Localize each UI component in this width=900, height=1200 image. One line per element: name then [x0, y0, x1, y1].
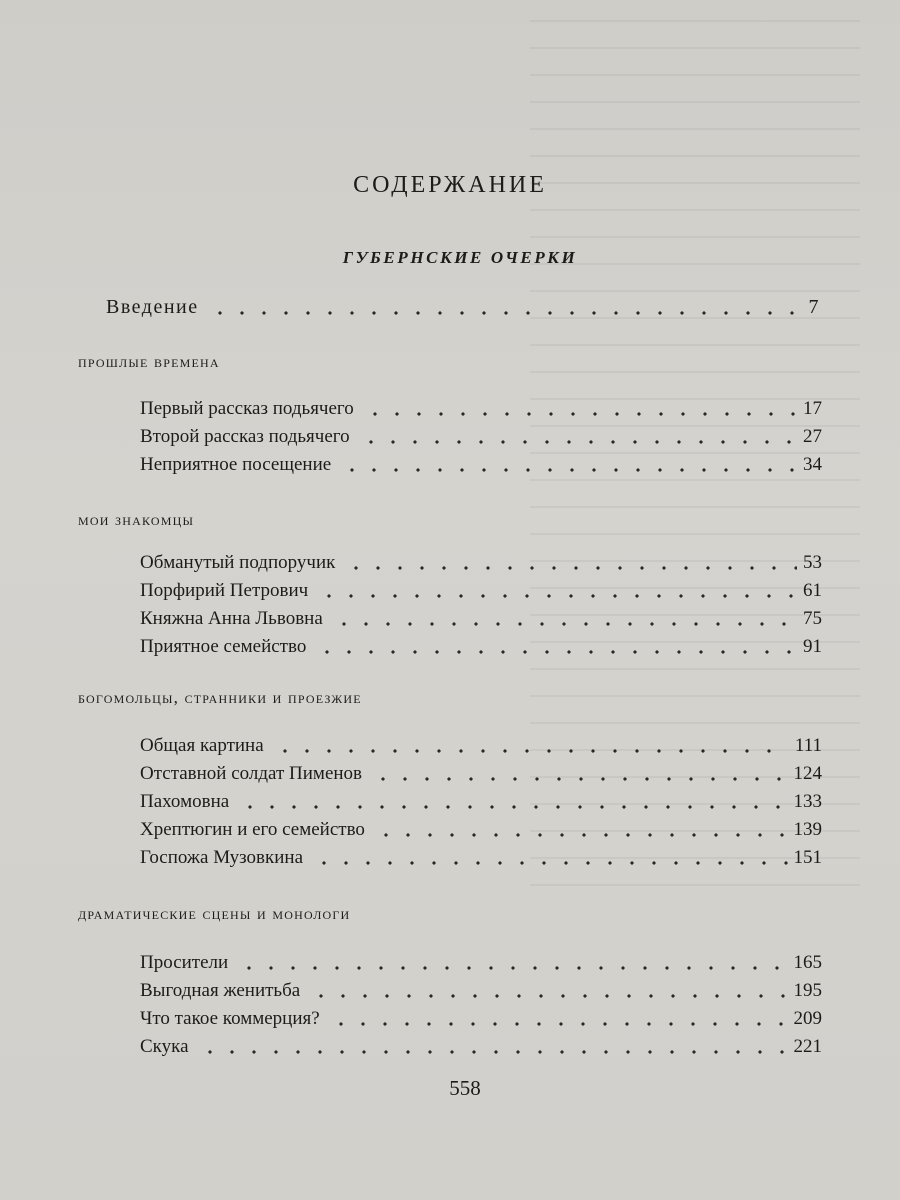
entry-page-number: 195 [793, 980, 822, 1001]
entry-label: Скука [140, 1036, 189, 1057]
dot-leader [375, 833, 788, 837]
entry-page-number: 91 [803, 636, 822, 657]
entry-label: Второй рассказ подьячего [140, 426, 350, 447]
toc-entry [140, 791, 822, 813]
dot-leader [330, 1022, 788, 1026]
entry-page-number: 111 [794, 735, 822, 756]
toc-entry [140, 454, 822, 476]
entry-page-number: 34 [803, 454, 822, 475]
page-number: 558 [449, 1076, 481, 1100]
dot-leader [274, 749, 789, 753]
dot-leader [209, 311, 803, 315]
entry-page-number: 151 [793, 847, 822, 868]
dot-leader [345, 566, 797, 570]
section-title: прошлые времена [78, 352, 220, 371]
entry-page-number: 209 [793, 1008, 822, 1029]
toc-entry [140, 1036, 822, 1058]
entry-page-number: 75 [803, 608, 822, 629]
toc-entry [140, 1008, 822, 1030]
entry-page-number: 17 [803, 398, 822, 419]
entry-page-number: 27 [803, 426, 822, 447]
toc-entry [140, 426, 822, 448]
entry-label: Госпожа Музовкина [140, 847, 304, 868]
dot-leader [360, 440, 797, 444]
entry-label: Выгодная женитьба [140, 980, 301, 1001]
entry-label: Хрептюгин и его семейство [140, 819, 365, 840]
dot-leader [238, 966, 787, 970]
section-title: богомольцы, странники и проезжие [78, 688, 362, 707]
entry-label: Общая картина [140, 735, 264, 756]
section-title: мои знакомцы [78, 510, 195, 529]
dot-leader [364, 412, 797, 416]
toc-entry [140, 847, 822, 869]
entry-label: Первый рассказ подьячего [140, 398, 354, 419]
entry-label: Пахомовна [140, 791, 230, 812]
entry-label: Введение [106, 296, 199, 318]
entry-page-number: 7 [808, 296, 820, 318]
dot-leader [310, 994, 787, 998]
entry-page-number: 165 [793, 952, 822, 973]
entry-label: Что такое коммерция? [140, 1008, 320, 1029]
contents-title: СОДЕРЖАНИЕ [353, 172, 547, 198]
entry-label: Приятное семейство [140, 636, 307, 657]
dot-leader [316, 650, 797, 654]
entry-label: Порфирий Петрович [140, 580, 309, 601]
toc-entry [140, 580, 822, 602]
entry-label: Просители [140, 952, 229, 973]
dot-leader [318, 594, 797, 598]
toc-entry [140, 980, 822, 1002]
dot-leader [239, 805, 787, 809]
dot-leader [341, 468, 797, 472]
toc-entry [140, 636, 822, 658]
dot-leader [199, 1050, 788, 1054]
dot-leader [333, 622, 797, 626]
section-title: драматические сцены и монологи [78, 904, 351, 923]
toc-entry [140, 952, 822, 974]
toc-entry [140, 552, 822, 574]
entry-label: Княжна Анна Львовна [140, 608, 323, 629]
toc-entry [140, 819, 822, 841]
entry-page-number: 53 [803, 552, 822, 573]
entry-label: Неприятное посещение [140, 454, 332, 475]
entry-page-number: 221 [793, 1036, 822, 1057]
entry-page-number: 139 [793, 819, 822, 840]
dot-leader [313, 861, 787, 865]
entry-label: Отставной солдат Пименов [140, 763, 363, 784]
toc-entry-introduction [106, 296, 820, 319]
entry-page-number: 61 [803, 580, 822, 601]
dot-leader [372, 777, 787, 781]
entry-label: Обманутый подпоручик [140, 552, 336, 573]
toc-entry [140, 763, 822, 785]
entry-page-number: 133 [793, 791, 822, 812]
part-title: ГУБЕРНСКИЕ ОЧЕРКИ [342, 248, 578, 267]
toc-entry [140, 398, 822, 420]
toc-entry [140, 608, 822, 630]
entry-page-number: 124 [793, 763, 822, 784]
toc-entry [140, 735, 822, 757]
